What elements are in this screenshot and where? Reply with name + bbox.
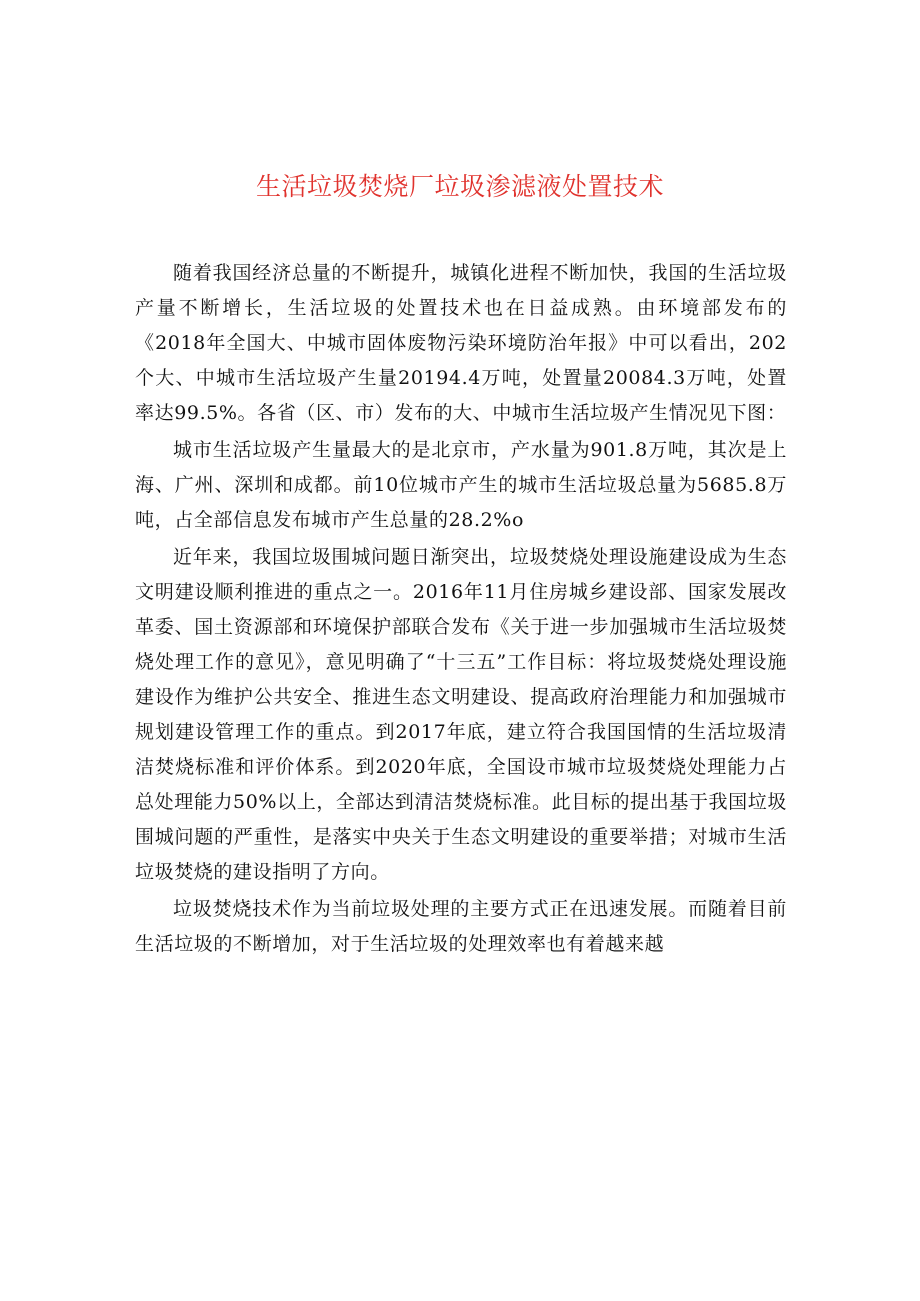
paragraph: 近年来，我国垃圾围城问题日渐突出，垃圾焚烧处理设施建设成为生态文明建设顺利推进的重点之一。2016年11月住房城乡建设部、国家发展改革委、国土资源部和环境保护部联合发布《关于进一步加强城市生活垃圾焚烧处理工作的意见》，意见明确了“十三五”工作目标：将垃圾焚烧处理设施建设作为维护公共安全、推进生态文明建设、提高政府治理能力和加强城市规划建设管理工作的重点。到2017年底，建立符合我国国情的生活垃圾清洁焚烧标准和评价体系。到2020年底，全国设市城市垃圾焚烧处理能力占总处理能力50%以上，全部达到清洁焚烧标准。此目标的提出基于我国垃圾围城问题的严重性，是落实中央关于生态文明建设的重要举措；对城市生活垃圾焚烧的建设指明了方向。 — [135, 546, 787, 883]
paragraph: 垃圾焚烧技术作为当前垃圾处理的主要方式正在迅速发展。而随着目前生活垃圾的不断增加，对于生活垃圾的处理效率也有着越来越 — [135, 898, 787, 955]
document-body — [135, 256, 787, 964]
paragraph: 城市生活垃圾产生量最大的是北京市，产水量为901.8万吨，其次是上海、广州、深圳和成都。前10位城市产生的城市生活垃圾总量为5685.8万吨，占全部信息发布城市产生总量的28.2%o — [135, 439, 787, 531]
document-title: 生活垃圾焚烧厂垃圾渗滤液处置技术 — [255, 172, 664, 201]
paragraph: 随着我国经济总量的不断提升，城镇化进程不断加快，我国的生活垃圾产量不断增长，生活垃圾的处置技术也在日益成熟。由环境部发布的《2018年全国大、中城市固体废物污染环境防治年报》中可以看出，202个大、中城市生活垃圾产生量20194.4万吨，处置量20084.3万吨，处置率达99.5%。各省（区、市）发布的大、中城市生活垃圾产生情况见下图： — [135, 262, 787, 424]
